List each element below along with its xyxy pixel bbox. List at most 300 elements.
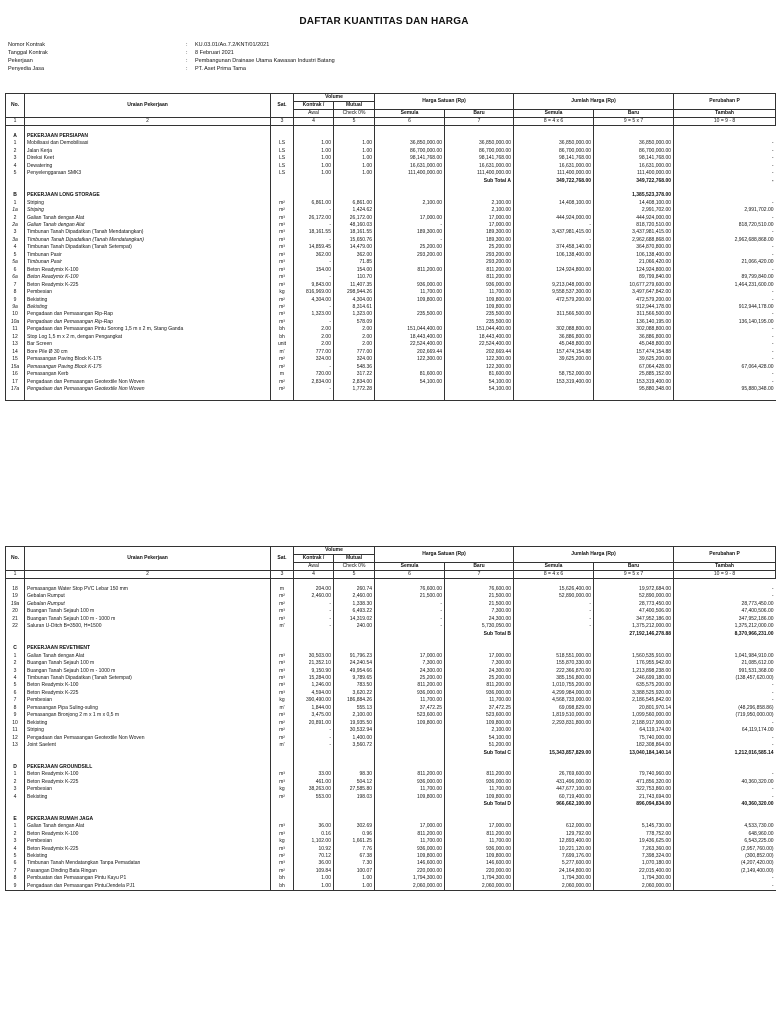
cell-sat: m²	[271, 386, 294, 393]
cell-no: 12	[6, 735, 25, 742]
cell-tb: 2,962,688,868.00	[674, 237, 776, 244]
spacer-row	[6, 185, 776, 192]
cell-hb: 2,100.00	[445, 727, 514, 734]
cell-m: 19,935.50	[334, 720, 375, 727]
cell-desc: Striping	[25, 200, 271, 207]
cell-m: 1.00	[334, 148, 375, 155]
cell-no: 2	[6, 660, 25, 667]
empty-cell	[25, 185, 271, 192]
cell-js: 447,677,100.00	[514, 786, 594, 793]
info-value: 8 Februari 2021	[195, 50, 234, 56]
cell-tb: 64,119,174.00	[674, 727, 776, 734]
header-check: Check 0%	[334, 563, 375, 571]
cell-k: -	[294, 386, 334, 393]
cell-jb: 3,497,647,842.00	[594, 289, 674, 296]
cell-jb: 13,040,184,140.14	[594, 750, 674, 757]
cell-desc: Stop Log 1,5 m x 2 m, dengan Pengangkat	[25, 334, 271, 341]
cell-k: 1,323.00	[294, 311, 334, 318]
cell-no: 1	[6, 823, 25, 830]
cell-desc: Beton Readymix K-225	[25, 690, 271, 697]
cell-jb: 14,408,100.00	[594, 200, 674, 207]
item-row	[6, 794, 776, 801]
cell-desc: Timbunan Pasir	[25, 259, 271, 266]
cell-js: 518,551,000.00	[514, 653, 594, 660]
header-tambah: Tambah	[674, 563, 776, 571]
cell-jb: 136,140,195.00	[594, 319, 674, 326]
header-mutual: Mutual	[334, 102, 375, 110]
item-row	[6, 215, 776, 222]
cell-hb: 235,500.00	[445, 311, 514, 318]
empty-cell	[674, 185, 776, 192]
cell-k: 324.00	[294, 356, 334, 363]
cell-jb: 347,952,186.00	[594, 616, 674, 623]
cell-jb: 86,700,000.00	[594, 148, 674, 155]
column-number: 10 = 9 - 8	[674, 571, 776, 579]
column-number: 5	[334, 571, 375, 579]
cell-js: 4,299,984,000.00	[514, 690, 594, 697]
cell-m: 154.00	[334, 267, 375, 274]
cell-hb: 2,060,000.00	[445, 883, 514, 891]
cell-hb: 11,700.00	[445, 786, 514, 793]
cell-no	[6, 631, 25, 638]
header-no: No.	[6, 94, 25, 118]
cell-js: 39,625,200.00	[514, 356, 594, 363]
cell-js: 444,924,000.00	[514, 215, 594, 222]
cell-sat: m³	[271, 319, 294, 326]
cell-desc: Penyelenggaraan SMK3	[25, 170, 271, 177]
item-row	[6, 675, 776, 682]
empty-cell	[514, 638, 594, 645]
cell-desc: Pemasangan Water Stop PVC Lebar 150 mm	[25, 586, 271, 593]
cell-desc: Pemasangan Paving Block K-175	[25, 356, 271, 363]
cell-hs: -	[375, 222, 445, 229]
cell-no: 13	[6, 341, 25, 348]
spacer-row	[6, 579, 776, 587]
cell-hs: 109,800.00	[375, 794, 445, 801]
column-number: 4	[294, 118, 334, 126]
cell-desc: Buangan Tanah Sejauh 100 m - 1000 m	[25, 616, 271, 623]
cell-m: 11,407.35	[334, 282, 375, 289]
cell-hb: 54,100.00	[445, 735, 514, 742]
info-label: Penyedia Jasa	[8, 66, 45, 72]
cell-sat: kg	[271, 838, 294, 845]
cell-js: 58,752,000.00	[514, 371, 594, 378]
cell-sat: m'	[271, 349, 294, 356]
cell-hb: 811,200.00	[445, 831, 514, 838]
document-title: DAFTAR KUANTITAS DAN HARGA	[299, 16, 469, 27]
section-header-row	[6, 764, 776, 771]
quantity-table-page-1	[5, 93, 776, 401]
cell-tb: -	[674, 163, 776, 170]
cell-tb: -	[674, 682, 776, 689]
cell-tb: (138,457,620.00)	[674, 675, 776, 682]
cell-sat: m³	[271, 771, 294, 778]
cell-jb: 471,856,320.00	[594, 779, 674, 786]
cell-sat: m³	[271, 608, 294, 615]
cell-m: 1,338.30	[334, 601, 375, 608]
cell-desc: Pasangan Dinding Bata Ringan	[25, 868, 271, 875]
cell-hs: 109,800.00	[375, 720, 445, 727]
cell-jb: 472,579,200.00	[594, 297, 674, 304]
item-row	[6, 868, 776, 875]
cell-no: 3	[6, 229, 25, 236]
cell-m	[334, 750, 375, 757]
cell-tb: 6,543,225.00	[674, 838, 776, 845]
header-volume: Volume	[294, 547, 375, 555]
empty-cell	[375, 638, 445, 645]
empty-cell	[375, 185, 445, 192]
cell-hs: 11,700.00	[375, 289, 445, 296]
cell-k: -	[294, 727, 334, 734]
cell-jb: 45,048,800.00	[594, 341, 674, 348]
cell-no: 6	[6, 690, 25, 697]
cell-tb: 991,531,368.00	[674, 668, 776, 675]
cell-js: 431,496,000.00	[514, 779, 594, 786]
empty-cell	[594, 757, 674, 764]
spacer-row	[6, 393, 776, 401]
cell-k: 2,460.00	[294, 593, 334, 600]
cell-sat	[271, 801, 294, 808]
cell-m: 6,493.22	[334, 608, 375, 615]
cell-jb: 182,308,864.00	[594, 742, 674, 749]
cell-jb: 64,119,174.00	[594, 727, 674, 734]
subtotal-row	[6, 750, 776, 757]
cell-hs: -	[375, 237, 445, 244]
cell-jb: 19,436,625.00	[594, 838, 674, 845]
cell-m: 1,661.25	[334, 838, 375, 845]
header-awal: Awal	[294, 563, 334, 571]
cell-no: 8	[6, 705, 25, 712]
cell-js	[514, 645, 594, 652]
cell-tb: -	[674, 786, 776, 793]
item-row	[6, 697, 776, 704]
cell-hs: 36,850,000.00	[375, 140, 445, 147]
cell-m: 3,620.22	[334, 690, 375, 697]
empty-cell	[674, 809, 776, 816]
cell-m: 198.03	[334, 794, 375, 801]
cell-js: -	[514, 601, 594, 608]
empty-cell	[375, 757, 445, 764]
cell-js: 36,886,800.00	[514, 334, 594, 341]
subtotal-row	[6, 631, 776, 638]
cell-k: 30,503.00	[294, 653, 334, 660]
cell-desc: Dewatering	[25, 163, 271, 170]
cell-hs: 81,600.00	[375, 371, 445, 378]
cell-tb: -	[674, 229, 776, 236]
cell-hs: 202,669.44	[375, 349, 445, 356]
cell-jb: 778,752.00	[594, 831, 674, 838]
header-harga: Harga Satuan (Rp)	[375, 94, 514, 110]
cell-jb: 311,566,500.00	[594, 311, 674, 318]
cell-hb: 936,000.00	[445, 846, 514, 853]
cell-sat: m'	[271, 623, 294, 630]
item-row	[6, 779, 776, 786]
empty-cell	[674, 393, 776, 401]
cell-sat: LS	[271, 148, 294, 155]
empty-cell	[25, 579, 271, 587]
cell-sat: m³	[271, 712, 294, 719]
cell-k: -	[294, 742, 334, 749]
cell-m	[334, 764, 375, 771]
cell-tb: 818,720,510.00	[674, 222, 776, 229]
cell-hb: 189,300.00	[445, 237, 514, 244]
cell-jb: 2,186,545,842.00	[594, 697, 674, 704]
cell-hb: 189,300.00	[445, 229, 514, 236]
empty-cell	[271, 757, 294, 764]
empty-cell	[271, 126, 294, 134]
cell-no: 8	[6, 875, 25, 882]
column-number: 6	[375, 118, 445, 126]
cell-m: 2,460.00	[334, 593, 375, 600]
cell-js	[514, 816, 594, 823]
cell-sat: m³	[271, 215, 294, 222]
empty-cell	[375, 126, 445, 134]
cell-js: 111,400,000.00	[514, 170, 594, 177]
cell-js: 311,566,500.00	[514, 311, 594, 318]
cell-hb: 2,100.00	[445, 200, 514, 207]
cell-jb: 22,015,400.00	[594, 868, 674, 875]
cell-k: 36.00	[294, 823, 334, 830]
cell-hb: 220,000.00	[445, 868, 514, 875]
cell-desc: Beton Readymix K-100	[25, 274, 271, 281]
item-row	[6, 786, 776, 793]
cell-desc: Pembesian	[25, 697, 271, 704]
header-jumlah: Jumlah Harga (Rp)	[514, 547, 674, 563]
info-row	[8, 57, 335, 65]
cell-no: 1	[6, 200, 25, 207]
cell-hs: 25,200.00	[375, 675, 445, 682]
cell-jb: 106,138,400.00	[594, 252, 674, 259]
item-row	[6, 838, 776, 845]
empty-cell	[594, 638, 674, 645]
cell-no: 22	[6, 623, 25, 630]
cell-js: 86,700,000.00	[514, 148, 594, 155]
cell-k: 1.00	[294, 883, 334, 891]
cell-sat: m²	[271, 207, 294, 214]
cell-desc: Beton Readymix K-100	[25, 682, 271, 689]
cell-no: 12	[6, 334, 25, 341]
cell-m: 578.09	[334, 319, 375, 326]
cell-tb: -	[674, 883, 776, 891]
cell-sat: LS	[271, 170, 294, 177]
cell-jb: 1,794,300.00	[594, 875, 674, 882]
cell-sat: m²	[271, 794, 294, 801]
cell-desc: Buangan Tanah Sejauh 100 m - 1000 m	[25, 668, 271, 675]
cell-sat: m²	[271, 727, 294, 734]
cell-k: -	[294, 616, 334, 623]
empty-cell	[25, 757, 271, 764]
cell-jb: 912,944,178.00	[594, 304, 674, 311]
cell-js: -	[514, 616, 594, 623]
cell-tb: 95,880,348.00	[674, 386, 776, 393]
cell-k: 1.00	[294, 148, 334, 155]
cell-tb: -	[674, 140, 776, 147]
cell-tb: -	[674, 148, 776, 155]
cell-js: 9,213,048,000.00	[514, 282, 594, 289]
empty-cell	[294, 579, 334, 587]
cell-m: 14,319.02	[334, 616, 375, 623]
cell-tb: 2,991,702.00	[674, 207, 776, 214]
cell-sat	[271, 645, 294, 652]
cell-hb: 24,300.00	[445, 668, 514, 675]
cell-k: 204.00	[294, 586, 334, 593]
cell-jb: 1,099,560,000.00	[594, 712, 674, 719]
item-row	[6, 326, 776, 333]
cell-jb: 111,400,000.00	[594, 170, 674, 177]
cell-no: 2	[6, 215, 25, 222]
cell-m: 49,954.66	[334, 668, 375, 675]
cell-js: 14,408,100.00	[514, 200, 594, 207]
cell-tb	[674, 133, 776, 140]
cell-no: 18	[6, 586, 25, 593]
cell-no: 10	[6, 720, 25, 727]
cell-sat: m²	[271, 735, 294, 742]
cell-no: 10	[6, 311, 25, 318]
cell-k: 36.00	[294, 860, 334, 867]
cell-jb: 1,560,535,910.00	[594, 653, 674, 660]
empty-cell	[271, 809, 294, 816]
item-row	[6, 319, 776, 326]
cell-sat: kg	[271, 697, 294, 704]
cell-js: 1,010,755,200.00	[514, 682, 594, 689]
cell-tb: -	[674, 875, 776, 882]
cell-tb: 912,944,178.00	[674, 304, 776, 311]
cell-jb	[594, 816, 674, 823]
item-row	[6, 364, 776, 371]
cell-sat: m³	[271, 846, 294, 853]
cell-sat: m³	[271, 653, 294, 660]
cell-desc: Pengadaan dan Pemasangan Rip-Rap	[25, 319, 271, 326]
cell-k: 777.00	[294, 349, 334, 356]
cell-sat: m²	[271, 868, 294, 875]
header-baru: Baru	[445, 563, 514, 571]
empty-cell	[445, 579, 514, 587]
cell-hb: 17,000.00	[445, 653, 514, 660]
column-number: 2	[25, 571, 271, 579]
cell-sat	[271, 631, 294, 638]
cell-hb: 51,200.00	[445, 742, 514, 749]
cell-hb: 11,700.00	[445, 697, 514, 704]
cell-jb: 302,088,800.00	[594, 326, 674, 333]
cell-desc: Timbunan Tanah Mendatangkan Tanpa Pemadatan	[25, 860, 271, 867]
cell-hb: 109,800.00	[445, 853, 514, 860]
cell-desc: Bore Pile Ø 30 cm	[25, 349, 271, 356]
cell-tb: 1,464,231,600.00	[674, 282, 776, 289]
cell-m: 777.00	[334, 349, 375, 356]
cell-hs: 54,100.00	[375, 379, 445, 386]
empty-cell	[445, 757, 514, 764]
cell-no: 1	[6, 653, 25, 660]
cell-jb: 1,385,523,378.00	[594, 192, 674, 199]
cell-k: 9,843.00	[294, 282, 334, 289]
cell-jb: 98,141,768.00	[594, 155, 674, 162]
cell-k: 1,102.00	[294, 838, 334, 845]
cell-tb: (48,296,858.86)	[674, 705, 776, 712]
cell-no: 11	[6, 727, 25, 734]
cell-k: 1.00	[294, 140, 334, 147]
cell-k	[294, 801, 334, 808]
cell-desc: Pengadaan dan Pemasangan Pintu Sorong 1,5 m x 2 m, Stang Ganda	[25, 326, 271, 333]
cell-m: 1,323.00	[334, 311, 375, 318]
item-row	[6, 690, 776, 697]
cell-no: 5	[6, 170, 25, 177]
header-semula: Semula	[514, 563, 594, 571]
cell-no: 13	[6, 742, 25, 749]
cell-no: 3	[6, 838, 25, 845]
cell-k	[294, 192, 334, 199]
header-jumlah: Jumlah Harga (Rp)	[514, 94, 674, 110]
cell-hb: 86,700,000.00	[445, 148, 514, 155]
cell-hb: 1,794,300.00	[445, 875, 514, 882]
cell-sat: m³	[271, 668, 294, 675]
cell-hs: 523,600.00	[375, 712, 445, 719]
cell-no: A	[6, 133, 25, 140]
cell-k: 21,352.10	[294, 660, 334, 667]
cell-m: 302.69	[334, 823, 375, 830]
cell-m: 1.00	[334, 170, 375, 177]
cell-m	[334, 178, 375, 185]
column-number: 10 = 9 - 8	[674, 118, 776, 126]
cell-hb: 811,200.00	[445, 267, 514, 274]
cell-js	[514, 192, 594, 199]
cell-js: 3,437,981,415.00	[514, 229, 594, 236]
cell-k: 109.84	[294, 868, 334, 875]
cell-hs	[375, 319, 445, 326]
cell-jb: 79,740,960.00	[594, 771, 674, 778]
cell-sat: m³	[271, 831, 294, 838]
cell-m	[334, 801, 375, 808]
cell-hs	[375, 727, 445, 734]
cell-k	[294, 178, 334, 185]
item-row	[6, 883, 776, 891]
cell-no: 10a	[6, 319, 25, 326]
cell-k: 390,490.00	[294, 697, 334, 704]
cell-m: 1,772.28	[334, 386, 375, 393]
cell-jb: 5,145,730.00	[594, 823, 674, 830]
empty-cell	[445, 393, 514, 401]
cell-hs: 17,000.00	[375, 823, 445, 830]
cell-jb: 364,870,800.00	[594, 244, 674, 251]
cell-hs	[375, 735, 445, 742]
cell-js: 15,626,400.00	[514, 586, 594, 593]
item-row	[6, 616, 776, 623]
empty-cell	[445, 126, 514, 134]
spacer-row	[6, 809, 776, 816]
cell-k: 10.92	[294, 846, 334, 853]
cell-jb: 2,188,917,900.00	[594, 720, 674, 727]
cell-js: 26,769,600.00	[514, 771, 594, 778]
cell-m: 2.00	[334, 334, 375, 341]
cell-jb: 322,753,860.00	[594, 786, 674, 793]
cell-hs	[375, 386, 445, 393]
cell-tb: -	[674, 178, 776, 185]
cell-jb: 1,375,212,000.00	[594, 623, 674, 630]
cell-hb: 7,300.00	[445, 660, 514, 667]
item-row	[6, 608, 776, 615]
cell-js: 7,699,176.00	[514, 853, 594, 860]
cell-no: 7	[6, 697, 25, 704]
item-row	[6, 252, 776, 259]
cell-jb: 7,398,324.00	[594, 853, 674, 860]
cell-hb: 36,850,000.00	[445, 140, 514, 147]
cell-js	[514, 386, 594, 393]
cell-sat: m³	[271, 274, 294, 281]
item-row	[6, 653, 776, 660]
cell-k: 362.00	[294, 252, 334, 259]
cell-desc: Galian Tanah dengan Alat	[25, 653, 271, 660]
info-label: Pekerjaan	[8, 58, 33, 64]
cell-hs: 24,300.00	[375, 668, 445, 675]
